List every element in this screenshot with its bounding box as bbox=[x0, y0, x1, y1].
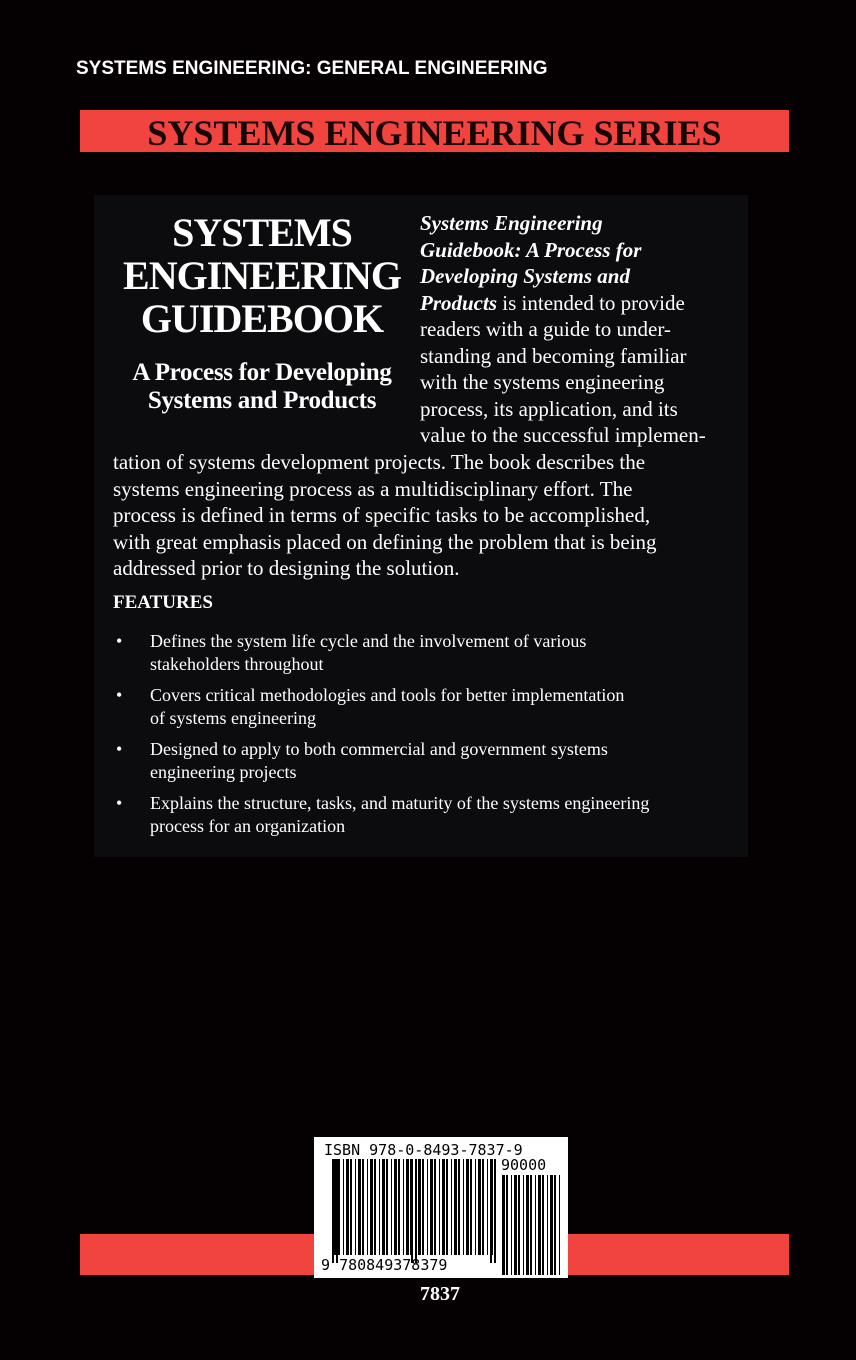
blurb-line: process, its application, and its bbox=[420, 396, 678, 421]
feature-line: Designed to apply to both commercial and government systems bbox=[150, 739, 608, 759]
ean-left-group: 780849 bbox=[339, 1256, 394, 1274]
price-code: 90000 bbox=[501, 1156, 547, 1174]
bullet-icon: • bbox=[116, 631, 123, 651]
bullet-icon: • bbox=[116, 739, 123, 759]
ean-right-group: 378379 bbox=[393, 1256, 448, 1274]
features-heading: FEATURES bbox=[113, 592, 213, 613]
barcode-label bbox=[314, 1137, 568, 1278]
book-title bbox=[112, 211, 412, 340]
feature-line: Defines the system life cycle and the involvement of various bbox=[150, 631, 587, 651]
ean-digits bbox=[321, 1256, 447, 1274]
series-banner bbox=[80, 110, 789, 152]
blurb-line: tation of systems development projects. The book describes the bbox=[113, 450, 646, 474]
blurb-continued bbox=[113, 449, 753, 582]
blurb-line: Developing Systems and bbox=[420, 264, 630, 288]
book-subtitle bbox=[112, 359, 412, 415]
book-title-line: ENGINEERING bbox=[123, 253, 401, 298]
feature-item bbox=[113, 792, 743, 838]
blurb-line: systems engineering process as a multidisciplinary effort. The bbox=[113, 476, 633, 501]
features-list bbox=[113, 630, 743, 846]
bullet-icon: • bbox=[116, 685, 123, 705]
isbn-text: ISBN 978-0-8493-7837-9 bbox=[324, 1141, 523, 1159]
feature-line: stakeholders throughout bbox=[150, 654, 324, 674]
feature-item bbox=[113, 630, 743, 676]
feature-line: process for an organization bbox=[150, 816, 346, 836]
feature-line: of systems engineering bbox=[150, 708, 316, 728]
blurb-line: standing and becoming familiar bbox=[420, 343, 687, 368]
book-subtitle-line: A Process for Developing bbox=[132, 359, 392, 386]
feature-line: Explains the structure, tasks, and maturity of the systems engineering bbox=[150, 793, 650, 813]
book-subtitle-line: Systems and Products bbox=[147, 387, 377, 414]
ean-first-digit: 9 bbox=[321, 1256, 331, 1274]
series-title: SYSTEMS ENGINEERING SERIES bbox=[147, 113, 722, 153]
blurb-line: Products is intended to provide bbox=[420, 290, 685, 315]
blurb-line: with the systems engineering bbox=[420, 370, 665, 394]
book-title-line: SYSTEMS bbox=[172, 210, 352, 255]
feature-item bbox=[113, 738, 743, 784]
feature-line: Covers critical methodologies and tools for better implementation bbox=[150, 685, 625, 705]
feature-item bbox=[113, 684, 743, 730]
blurb-line: value to the successful implemen- bbox=[420, 423, 706, 447]
blurb-intro bbox=[420, 210, 750, 449]
catalog-number: 7837 bbox=[420, 1283, 460, 1305]
feature-line: engineering projects bbox=[150, 762, 297, 782]
bullet-icon: • bbox=[116, 793, 123, 813]
book-title-line: GUIDEBOOK bbox=[140, 296, 384, 341]
title-block bbox=[112, 211, 412, 415]
blurb-line: with great emphasis placed on defining the problem that is being bbox=[113, 529, 657, 554]
blurb-line: Guidebook: A Process for bbox=[420, 237, 642, 262]
blurb-line: addressed prior to designing the solution. bbox=[113, 556, 460, 580]
blurb-line: Systems Engineering bbox=[420, 211, 603, 235]
blurb-line: process is defined in terms of specific tasks to be accomplished, bbox=[113, 503, 651, 527]
blurb-line: readers with a guide to under- bbox=[420, 317, 671, 341]
category-label: SYSTEMS ENGINEERING: GENERAL ENGINEERING bbox=[76, 58, 548, 79]
